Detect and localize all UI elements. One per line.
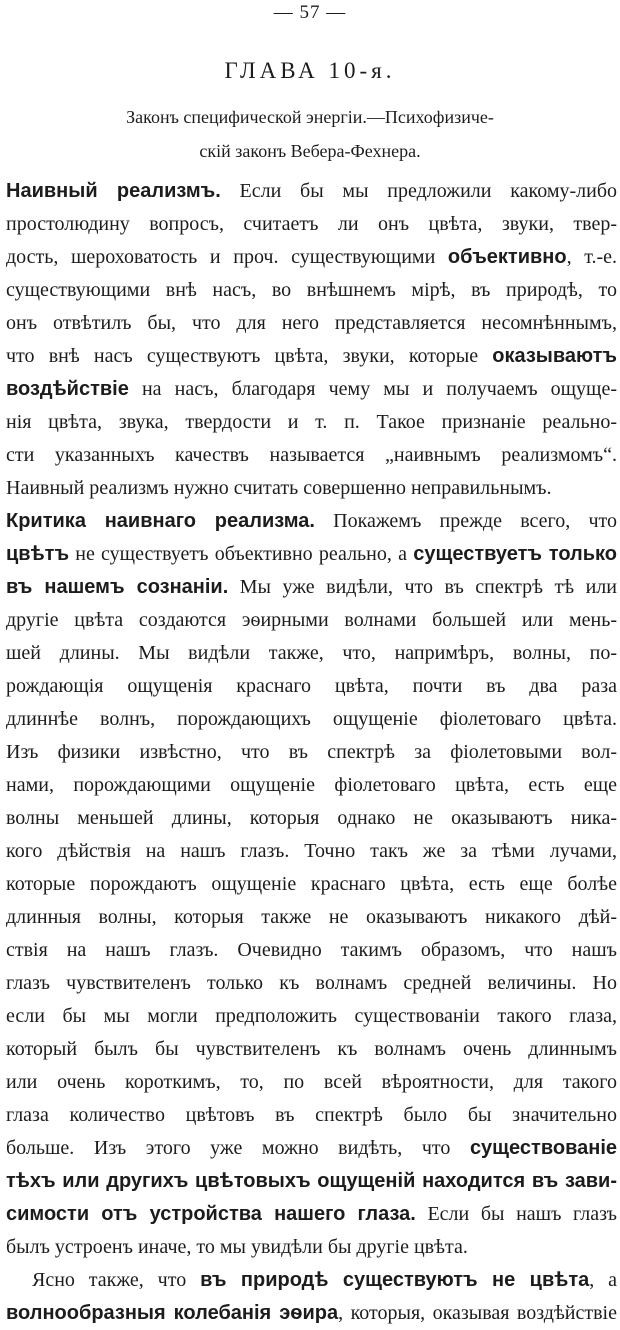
bold-term: Критика наивнаго реализма. bbox=[6, 510, 315, 532]
text-line bbox=[0, 1000, 620, 1033]
text-run: дость, шероховатость и проч. существующими bbox=[6, 246, 448, 268]
text-line bbox=[0, 703, 620, 736]
text-line bbox=[0, 1099, 620, 1132]
text-run: рождающія ощущенія краснаго цвѣта, почти въ два раза bbox=[6, 675, 617, 697]
text-line bbox=[0, 406, 620, 439]
bold-term: въ природѣ существуютъ не цвѣта bbox=[200, 1269, 590, 1291]
text-run: Ясно также, что bbox=[32, 1269, 201, 1291]
text-line bbox=[0, 1297, 620, 1330]
page-number: — 57 — bbox=[273, 2, 347, 23]
bold-term: существуетъ только bbox=[413, 543, 618, 565]
text-line bbox=[0, 274, 620, 307]
bold-term: цвѣтъ bbox=[6, 543, 70, 565]
text-line bbox=[0, 802, 620, 835]
text-run: или очень короткимъ, то, по всей вѣроятности, для такого bbox=[6, 1071, 617, 1093]
text-line bbox=[0, 439, 620, 472]
text-run: онъ отвѣтилъ бы, что для него представляется несомнѣннымъ, bbox=[6, 312, 617, 334]
bold-term: въ нашемъ сознаніи. bbox=[6, 576, 229, 598]
text-line bbox=[0, 1132, 620, 1165]
text-line bbox=[0, 1066, 620, 1099]
text-line bbox=[0, 340, 620, 373]
text-run: кого дѣйствія на нашъ глазъ. Точно такъ же за тѣми лучами, bbox=[6, 840, 617, 862]
text-line bbox=[0, 175, 620, 208]
text-run: , т.-е. bbox=[566, 246, 617, 268]
text-line bbox=[0, 208, 620, 241]
text-line bbox=[0, 571, 620, 604]
text-line bbox=[0, 967, 620, 1000]
text-run: не существуетъ объективно реально, а bbox=[69, 543, 414, 565]
text-run: Наивный реализмъ нужно считать совершенно неправильнымъ. bbox=[6, 477, 552, 499]
bold-term: оказываютъ bbox=[492, 345, 617, 367]
bold-term: существованіе bbox=[469, 1137, 617, 1159]
text-run: глазъ чувствителенъ только къ волнамъ средней величины. Но bbox=[6, 972, 617, 994]
text-run: Если бы мы предложили какому-либо bbox=[220, 180, 617, 202]
text-line bbox=[0, 736, 620, 769]
text-run: , которыя, оказывая воздѣйствіе bbox=[338, 1302, 617, 1324]
text-line bbox=[0, 307, 620, 340]
text-run: волны меньшей длины, которыя однако не оказываютъ ника- bbox=[6, 807, 617, 829]
text-line bbox=[0, 1033, 620, 1066]
text-run: простолюдину вопросъ, считаетъ ли онъ цвѣта, звуки, твер- bbox=[6, 213, 617, 235]
text-line bbox=[0, 1264, 620, 1297]
text-run: существующими внѣ насъ, во внѣшнемъ мірѣ, въ природѣ, то bbox=[6, 279, 617, 301]
text-run: Мы уже видѣли, что въ спектрѣ тѣ или bbox=[228, 576, 617, 598]
text-line bbox=[0, 1198, 620, 1231]
text-run: больше. Изъ этого уже можно видѣть, что bbox=[6, 1137, 470, 1159]
text-run: длинныя волны, которыя также не оказываютъ никакого дѣй- bbox=[6, 906, 617, 928]
chapter-title-line: скій законъ Вебера-Фехнера. bbox=[199, 141, 421, 161]
text-run: глаза количество цвѣтовъ въ спектрѣ было бы значительно bbox=[6, 1104, 617, 1126]
text-run: былъ устроенъ иначе, то мы увидѣли бы другіе цвѣта. bbox=[6, 1236, 468, 1258]
text-run: на насъ, благодаря чему мы и получаемъ ощуще- bbox=[128, 378, 617, 400]
text-line bbox=[0, 241, 620, 274]
text-line bbox=[0, 901, 620, 934]
text-run: Покажемъ прежде всего, что bbox=[314, 510, 617, 532]
text-run: которые порождаютъ ощущеніе краснаго цвѣта, есть еще болѣе bbox=[6, 873, 617, 895]
text-line bbox=[0, 670, 620, 703]
text-line bbox=[0, 769, 620, 802]
text-line bbox=[0, 1231, 620, 1264]
chapter-title bbox=[0, 100, 620, 168]
text-line bbox=[0, 1165, 620, 1198]
text-line bbox=[0, 604, 620, 637]
text-run: что внѣ насъ существуютъ цвѣта, звуки, которые bbox=[6, 345, 493, 367]
text-run: , а bbox=[589, 1269, 617, 1291]
text-run: нами, порождающими ощущеніе фіолетоваго цвѣта, есть еще bbox=[6, 774, 617, 796]
body-text bbox=[0, 175, 620, 1330]
text-run: нія цвѣта, звука, твердости и т. п. Такое признаніе реально- bbox=[6, 411, 617, 433]
bold-term: волнообразныя колебанія эѳира bbox=[6, 1302, 339, 1324]
text-line bbox=[0, 835, 620, 868]
text-line bbox=[0, 868, 620, 901]
text-run: Изъ физики извѣстно, что въ спектрѣ за фіолетовыми вол- bbox=[6, 741, 617, 763]
text-run: длиннѣе волнъ, порождающихъ ощущеніе фіолетоваго цвѣта. bbox=[6, 708, 617, 730]
bold-term: объективно bbox=[447, 246, 567, 268]
text-line bbox=[0, 538, 620, 571]
text-run: Если бы нашъ глазъ bbox=[415, 1203, 617, 1225]
text-run: ствія на нашъ глазъ. Очевидно такимъ образомъ, что нашъ bbox=[6, 939, 617, 961]
text-line bbox=[0, 373, 620, 406]
bold-term: симости отъ устройства нашего глаза. bbox=[6, 1203, 416, 1225]
text-line bbox=[0, 934, 620, 967]
text-line bbox=[0, 472, 620, 505]
text-run: сти указанныхъ качествъ называется „наивнымъ реализмомъ“. bbox=[6, 444, 617, 466]
bold-term: воздѣйствіе bbox=[6, 378, 129, 400]
text-run: другіе цвѣта создаются эѳирными волнами большей или мень- bbox=[6, 609, 617, 631]
text-run: шей длины. Мы видѣли также, что, напримѣръ, волны, по- bbox=[6, 642, 617, 664]
bold-term: Наивный реализмъ. bbox=[6, 180, 221, 202]
bold-term: тѣхъ или другихъ цвѣтовыхъ ощущеній находится въ зави- bbox=[6, 1170, 617, 1192]
chapter-heading: ГЛАВА 10-я. bbox=[224, 58, 396, 83]
text-line bbox=[0, 637, 620, 670]
chapter-title-line: Законъ специфической энергіи.—Психофизиче- bbox=[126, 107, 494, 127]
text-run: который былъ бы чувствителенъ къ волнамъ очень длиннымъ bbox=[6, 1038, 617, 1060]
text-line bbox=[0, 505, 620, 538]
text-run: если бы мы могли предположить существованіи такого глаза, bbox=[6, 1005, 617, 1027]
